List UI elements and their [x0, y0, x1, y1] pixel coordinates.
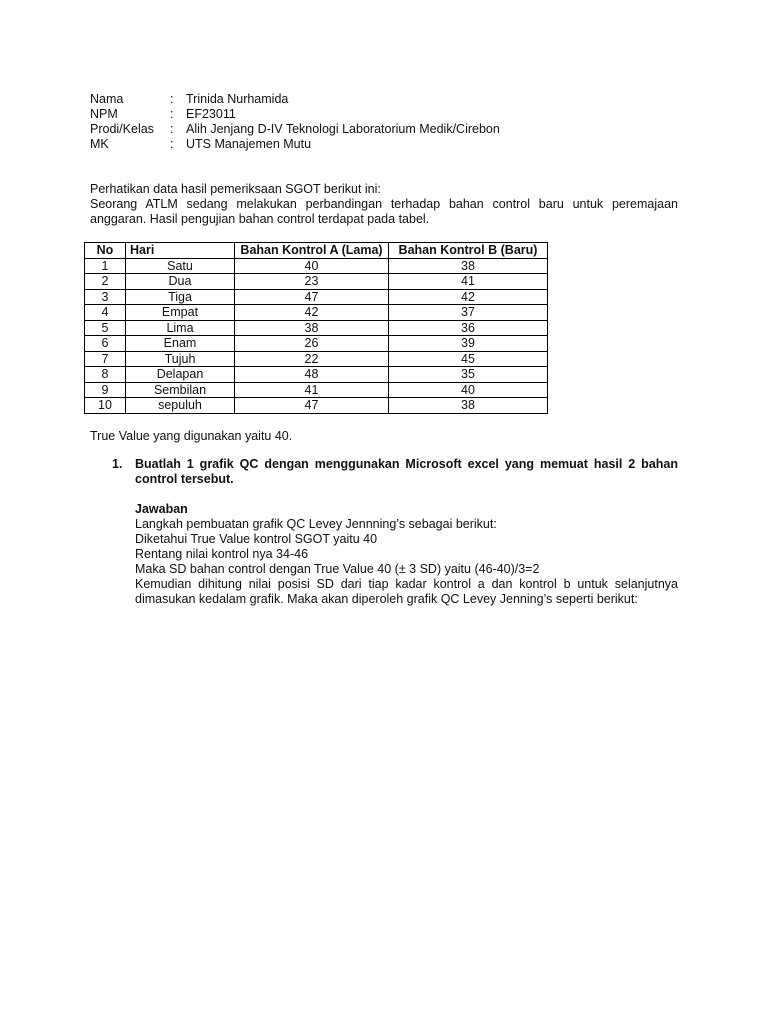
cell-hari: Empat: [126, 305, 235, 321]
cell-no: 10: [85, 398, 126, 414]
question-number: 1.: [112, 457, 123, 471]
info-label: MK: [90, 137, 109, 151]
cell-hari: Satu: [126, 258, 235, 274]
cell-no: 9: [85, 382, 126, 398]
answer-title: Jawaban: [135, 502, 188, 516]
info-row-mk: [90, 137, 500, 152]
info-colon: :: [170, 107, 174, 121]
info-colon: :: [170, 137, 174, 151]
info-label: NPM: [90, 107, 118, 121]
intro-text: [90, 182, 678, 227]
cell-kontrol-b: 38: [389, 258, 548, 274]
cell-kontrol-a: 47: [235, 289, 389, 305]
intro-line-1: Perhatikan data hasil pemeriksaan SGOT berikut ini:: [90, 182, 381, 196]
cell-no: 6: [85, 336, 126, 352]
info-colon: :: [170, 92, 174, 106]
answer-line: Rentang nilai kontrol nya 34-46: [135, 547, 309, 561]
answer-line: Kemudian dihitung nilai posisi SD dari tiap kadar kontrol a dan kontrol b untuk selanjutnya dimasukan kedalam grafik. Maka akan diperoleh grafik QC Levey Jenning’s seperti berikut:: [135, 577, 678, 606]
cell-kontrol-a: 41: [235, 382, 389, 398]
table-row: [85, 289, 548, 305]
cell-kontrol-b: 40: [389, 382, 548, 398]
table-row: [85, 320, 548, 336]
cell-kontrol-b: 41: [389, 274, 548, 290]
info-value: EF23011: [186, 107, 236, 121]
cell-kontrol-a: 26: [235, 336, 389, 352]
cell-kontrol-b: 39: [389, 336, 548, 352]
info-row-prodi: [90, 122, 500, 137]
sgot-control-table: [84, 242, 548, 414]
cell-hari: Sembilan: [126, 382, 235, 398]
table-header-row: [85, 243, 548, 259]
info-colon: :: [170, 122, 174, 136]
cell-kontrol-a: 40: [235, 258, 389, 274]
answer-line: Diketahui True Value kontrol SGOT yaitu 40: [135, 532, 378, 546]
info-value: Trinida Nurhamida: [186, 92, 289, 106]
info-label: Nama: [90, 92, 124, 106]
header-no: No: [85, 243, 126, 259]
info-row-nama: [90, 92, 500, 107]
info-value: Alih Jenjang D-IV Teknologi Laboratorium Medik/Cirebon: [186, 122, 500, 136]
answer-line: Langkah pembuatan grafik QC Levey Jennning’s sebagai berikut:: [135, 517, 497, 531]
cell-hari: sepuluh: [126, 398, 235, 414]
student-info: [90, 92, 500, 152]
cell-kontrol-a: 23: [235, 274, 389, 290]
cell-kontrol-a: 48: [235, 367, 389, 383]
answer-line: Maka SD bahan control dengan True Value 40 (± 3 SD) yaitu (46-40)/3=2: [135, 562, 540, 576]
cell-kontrol-b: 36: [389, 320, 548, 336]
cell-kontrol-a: 47: [235, 398, 389, 414]
cell-hari: Tiga: [126, 289, 235, 305]
cell-no: 3: [85, 289, 126, 305]
cell-kontrol-a: 38: [235, 320, 389, 336]
cell-kontrol-a: 42: [235, 305, 389, 321]
header-kontrol-b: Bahan Kontrol B (Baru): [389, 243, 548, 259]
table-row: [85, 367, 548, 383]
cell-kontrol-b: 42: [389, 289, 548, 305]
cell-hari: Dua: [126, 274, 235, 290]
info-row-npm: [90, 107, 500, 122]
cell-kontrol-b: 45: [389, 351, 548, 367]
cell-kontrol-b: 38: [389, 398, 548, 414]
cell-no: 8: [85, 367, 126, 383]
cell-kontrol-b: 35: [389, 367, 548, 383]
table-row: [85, 305, 548, 321]
table-row: [85, 258, 548, 274]
cell-no: 1: [85, 258, 126, 274]
cell-hari: Enam: [126, 336, 235, 352]
cell-no: 4: [85, 305, 126, 321]
header-kontrol-a: Bahan Kontrol A (Lama): [235, 243, 389, 259]
cell-kontrol-a: 22: [235, 351, 389, 367]
cell-hari: Tujuh: [126, 351, 235, 367]
table-row: [85, 382, 548, 398]
info-label: Prodi/Kelas: [90, 122, 154, 136]
intro-line-2: Seorang ATLM sedang melakukan perbandingan terhadap bahan control baru untuk peremajaan anggaran. Hasil pengujian bahan control terdapat pada tabel.: [90, 197, 678, 226]
cell-no: 5: [85, 320, 126, 336]
question-text: Buatlah 1 grafik QC dengan menggunakan Microsoft excel yang memuat hasil 2 bahan control tersebut.: [135, 457, 678, 486]
true-value-statement: True Value yang digunakan yaitu 40.: [90, 429, 293, 443]
info-value: UTS Manajemen Mutu: [186, 137, 312, 151]
table-row: [85, 351, 548, 367]
table-row: [85, 274, 548, 290]
question-1: [112, 457, 678, 487]
cell-no: 2: [85, 274, 126, 290]
cell-no: 7: [85, 351, 126, 367]
cell-hari: Lima: [126, 320, 235, 336]
table-row: [85, 398, 548, 414]
header-hari: Hari: [126, 243, 235, 259]
cell-kontrol-b: 37: [389, 305, 548, 321]
cell-hari: Delapan: [126, 367, 235, 383]
table-row: [85, 336, 548, 352]
answer-section: [135, 502, 678, 607]
